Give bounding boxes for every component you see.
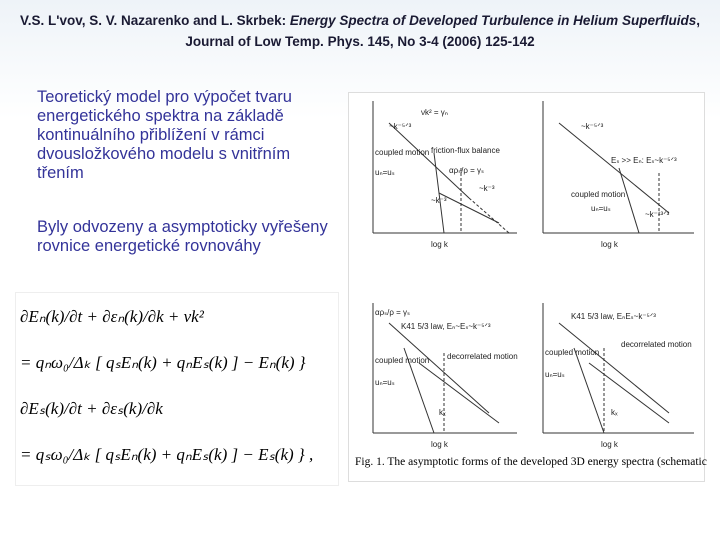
panel-c-top: αρₛ/ρ = γₛ — [375, 308, 411, 317]
panel-b-k53: ~k⁻⁵ᐟ³ — [581, 122, 604, 131]
panel-a-nu: νk² = γₙ — [421, 108, 448, 117]
slide-header — [0, 10, 720, 52]
panel-d-coupled: coupled motion — [545, 348, 600, 357]
panel-b-k13: ~k⁻¹³ᐟ³ — [645, 210, 670, 219]
panel-c-kx: kₓ — [439, 408, 446, 417]
panel-a-coupled: coupled motion — [375, 148, 430, 157]
panel-a-k3b: ~k⁻³ — [431, 196, 447, 205]
header-title: Energy Spectra of Developed Turbulence in Helium Superfluids — [289, 13, 697, 28]
panel-d-xlabel: log k — [601, 440, 618, 449]
panel-a-xlabel: log k — [431, 240, 448, 249]
panel-a-alpha: αρₛ/ρ = γₛ — [449, 166, 485, 175]
figure-caption: Fig. 1. The asymptotic forms of the developed 3D energy spectra (schematic — [355, 456, 707, 468]
panel-a-uneq: uₙ=uₛ — [375, 168, 395, 177]
equation-line-1: ∂Eₙ(k)/∂t + ∂εₙ(k)/∂k + νk² — [20, 307, 204, 326]
panel-a-friction: friction-flux balance — [431, 146, 500, 155]
panel-d-k41: K41 5/3 law, EₙEₛ~k⁻⁵ᐟ³ — [571, 312, 656, 321]
panel-c-k41: K41 5/3 law, Eₙ~Eₛ~k⁻⁵ᐟ³ — [401, 322, 491, 331]
spectra-figure — [349, 93, 704, 481]
panel-a-k3: ~k⁻³ — [479, 184, 495, 193]
panel-b-uneq: uₙ=uₛ — [591, 204, 611, 213]
panel-c-decor: decorrelated motion — [447, 352, 518, 361]
panel-b-coupled: coupled motion — [571, 190, 626, 199]
panel-d-decor: decorrelated motion — [621, 340, 692, 349]
figure-image — [348, 92, 705, 482]
equation-line-2: = qₙω₀/Δₖ [ qₛEₙ(k) + qₙEₛ(k) ] − Eₙ(k) } — [20, 353, 306, 372]
panel-c-uneq: uₙ=uₛ — [375, 378, 395, 387]
panel-c-coupled: coupled motion — [375, 356, 430, 365]
panel-d-uneq: uₙ=uₛ — [545, 370, 565, 379]
equation-line-3: ∂Eₛ(k)/∂t + ∂εₛ(k)/∂k — [20, 399, 163, 418]
paragraph-equations: Byly odvozeny a asymptoticky vyřešeny rovnice energetické rovnováhy — [37, 218, 328, 255]
equation-line-4: = qₛω₀/Δₖ [ qₛEₙ(k) + qₙEₛ(k) ] − Eₛ(k) } , — [20, 445, 314, 464]
header-journal: , Journal of Low Temp. Phys. 145, No 3-4 (2006) 125-142 — [185, 13, 700, 49]
panel-d-kx: kₓ — [611, 408, 618, 417]
panel-b-xlabel: log k — [601, 240, 618, 249]
panel-b-esen: Eₛ >> Eₙ: Eₛ~k⁻⁵ᐟ³ — [611, 156, 677, 165]
header-authors: V.S. L'vov, S. V. Nazarenko and L. Skrbek: — [20, 13, 290, 28]
panel-c-xlabel: log k — [431, 440, 448, 449]
paragraph-model: Teoretický model pro výpočet tvaru energetického spektra na základě kontinuálního přiblížení v rámci dvousložkového modelu s vnitřním třením — [37, 88, 292, 182]
equation-image — [15, 292, 339, 486]
panel-a-k53: ~k⁻⁵ᐟ³ — [389, 122, 412, 131]
